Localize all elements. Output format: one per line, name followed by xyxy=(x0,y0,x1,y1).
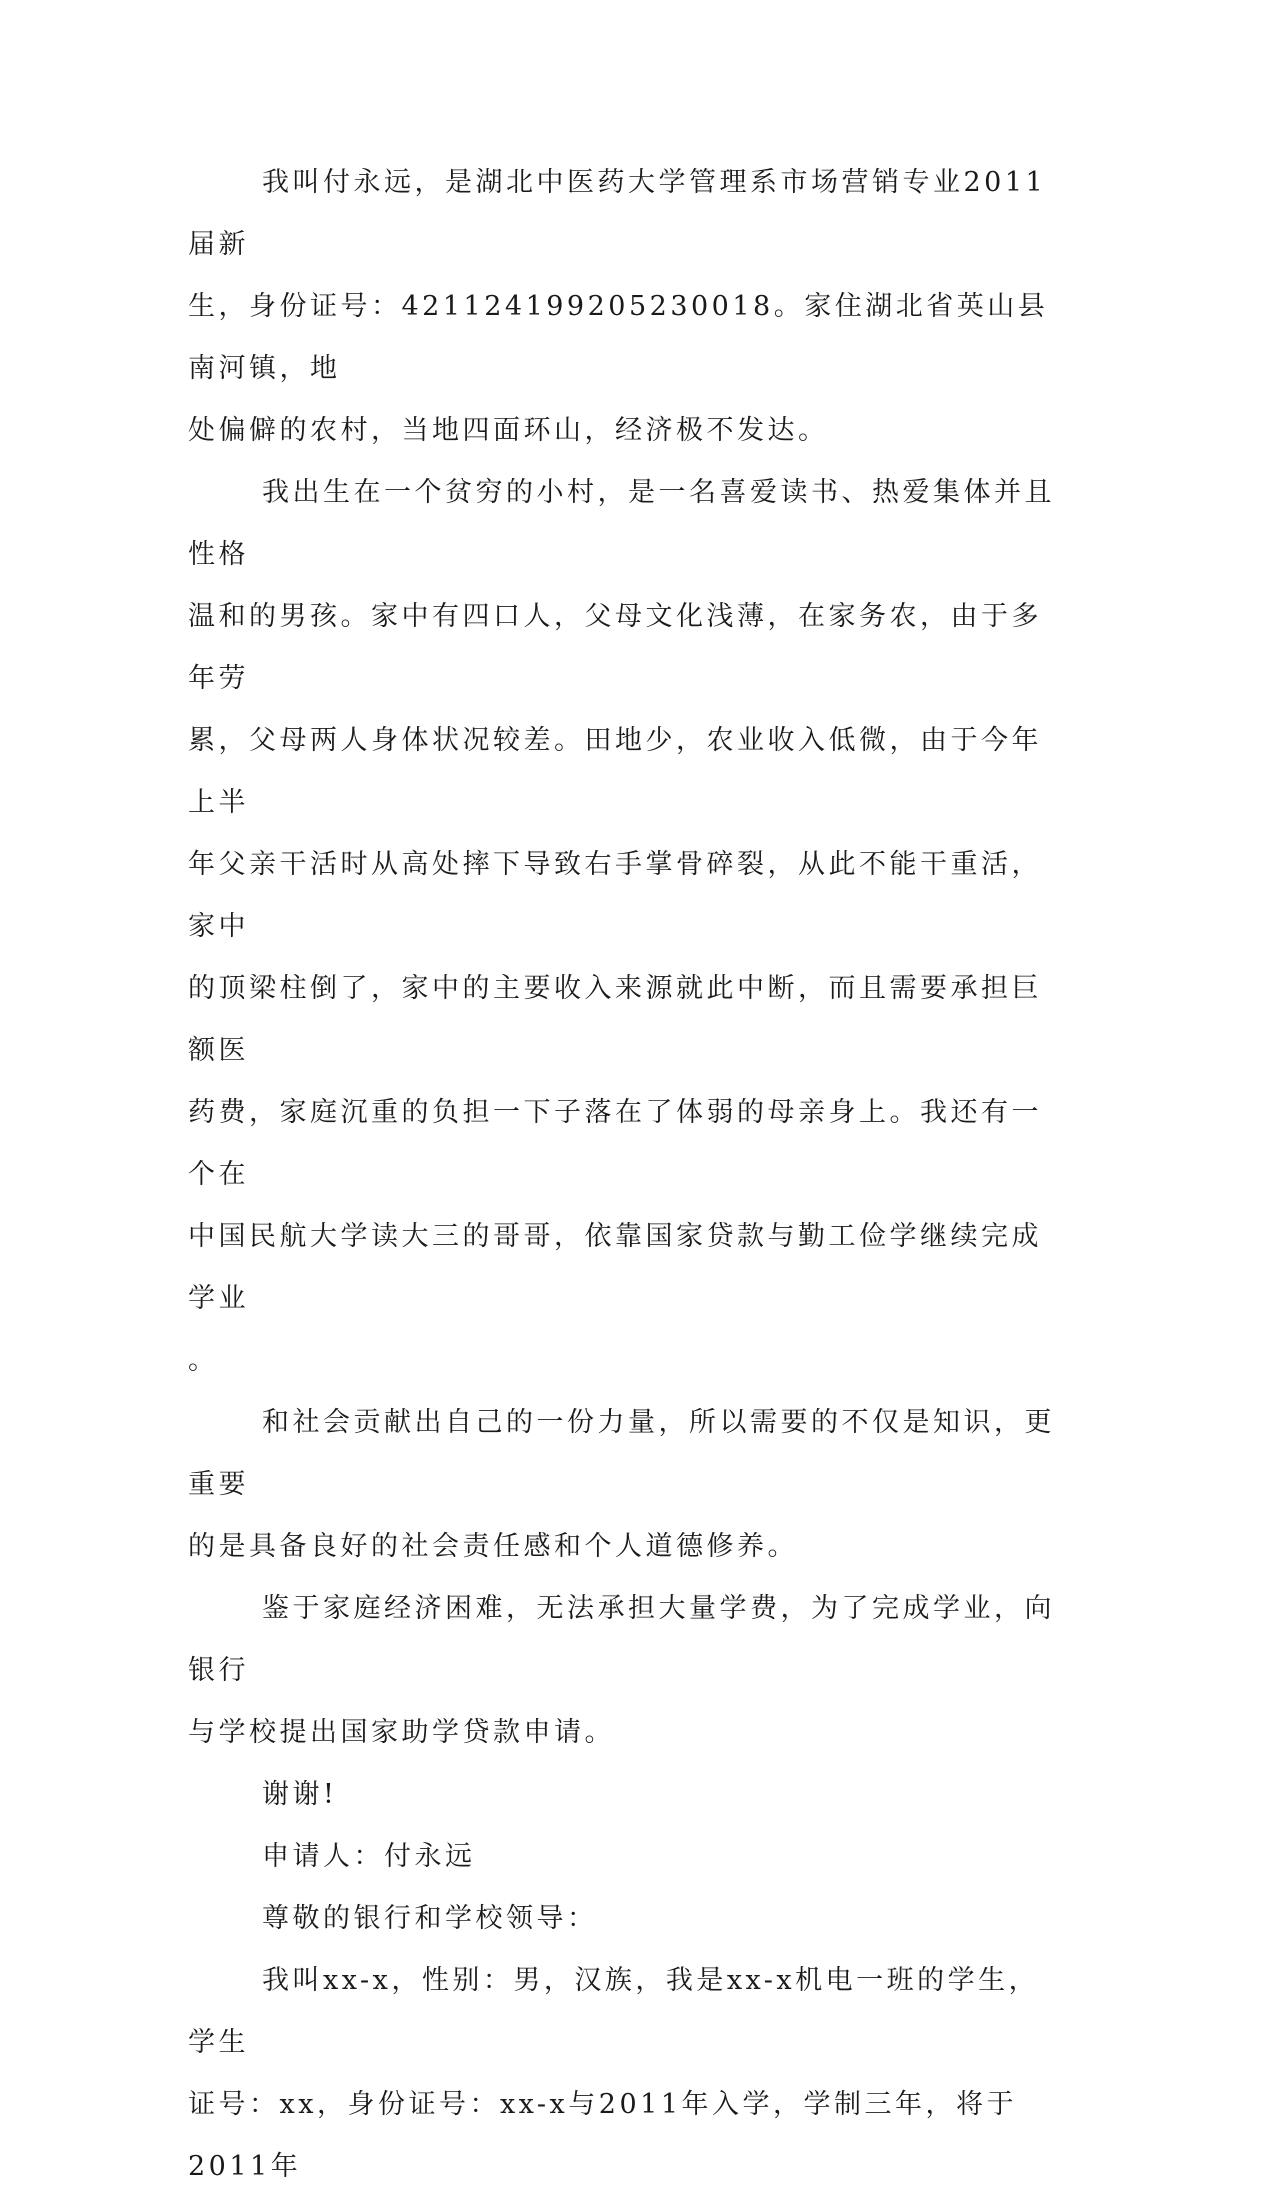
text-line: 处偏僻的农村，当地四面环山，经济极不发达。 xyxy=(188,415,829,446)
text-line: 年父亲干活时从高处摔下导致右手掌骨碎裂，从此不能干重活，家中 xyxy=(188,849,1042,942)
paragraph-family xyxy=(188,462,1068,1392)
paragraph-salutation xyxy=(188,1888,1068,1950)
text-line: 尊敬的银行和学校领导： xyxy=(262,1903,598,1934)
text-line: 我叫付永远，是湖北中医药大学管理系市场营销专业2011届新 xyxy=(188,167,1047,260)
text-line: 。 xyxy=(188,1345,219,1376)
text-line: 与学校提出国家助学贷款申请。 xyxy=(188,1717,615,1748)
text-line: 谢谢! xyxy=(262,1779,338,1810)
text-line: 申请人：付永远 xyxy=(262,1841,476,1872)
text-line: 温和的男孩。家中有四口人，父母文化浅薄，在家务农，由于多年劳 xyxy=(188,601,1042,694)
paragraph-society xyxy=(188,1392,1068,1578)
paragraph-intro xyxy=(188,152,1068,462)
text-line: 中国民航大学读大三的哥哥，依靠国家贷款与勤工俭学继续完成学业 xyxy=(188,1221,1042,1314)
text-line: 和社会贡献出自己的一份力量，所以需要的不仅是知识，更重要 xyxy=(188,1407,1055,1500)
text-line: 生，身份证号：421124199205230018。家住湖北省英山县南河镇，地 xyxy=(188,291,1049,384)
text-line: 我叫xx-x，性别：男，汉族，我是xx-x机电一班的学生，学生 xyxy=(188,1965,1040,2058)
paragraph-thanks xyxy=(188,1764,1068,1826)
text-line: 的顶梁柱倒了，家中的主要收入来源就此中断，而且需要承担巨额医 xyxy=(188,973,1042,1066)
document-body xyxy=(188,152,1068,2198)
paragraph-request xyxy=(188,1578,1068,1764)
text-line: 累，父母两人身体状况较差。田地少，农业收入低微，由于今年上半 xyxy=(188,725,1042,818)
text-line: 证号：xx，身份证号：xx-x与2011年入学，学制三年，将于2011年 xyxy=(188,2089,1017,2182)
paragraph-signature xyxy=(188,1826,1068,1888)
text-line: 我出生在一个贫穷的小村，是一名喜爱读书、热爱集体并且性格 xyxy=(188,477,1055,570)
paragraph-second-intro xyxy=(188,1950,1068,2198)
text-line: 的是具备良好的社会责任感和个人道德修养。 xyxy=(188,1531,798,1562)
text-line: 鉴于家庭经济困难，无法承担大量学费，为了完成学业，向银行 xyxy=(188,1593,1055,1686)
text-line: 药费，家庭沉重的负担一下子落在了体弱的母亲身上。我还有一个在 xyxy=(188,1097,1042,1190)
